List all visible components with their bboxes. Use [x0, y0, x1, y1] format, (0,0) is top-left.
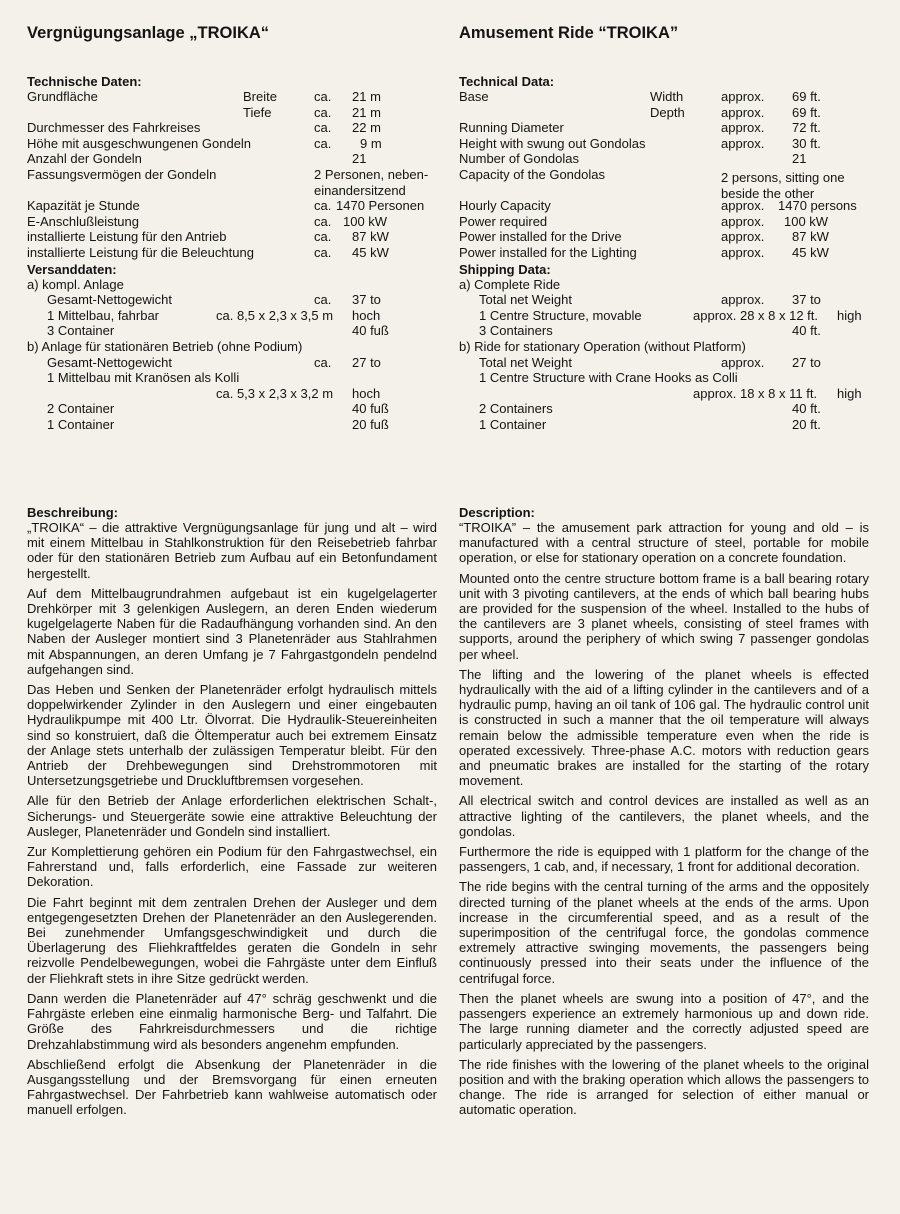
spec-qualifier: approx.	[721, 89, 765, 104]
shipping-qualifier: approx. 18 x 8 x 11 ft.	[693, 385, 818, 401]
shipping-row	[459, 355, 869, 371]
shipping-label: 3 Containers	[479, 323, 553, 339]
shipping-row	[459, 386, 869, 402]
spec-value: 2 Personen, neben-einandersitzend	[314, 166, 429, 198]
spec-qualifier: ca.	[314, 89, 332, 104]
technical-data-german	[27, 75, 437, 432]
shipping-qualifier: ca.	[314, 354, 332, 370]
spec-label: Höhe mit ausgeschwungenen Gondeln	[27, 135, 252, 151]
description-heading: Description:	[459, 505, 535, 520]
shipping-qualifier: ca.	[314, 292, 332, 308]
description-paragraph: Then the planet wheels are swung into a position of 47°, and the passengers experience an extremely harmonious up and down ride. The large running diameter and the correctly adjusted speed are particularly appreciated by the passengers.	[459, 990, 869, 1052]
description-paragraph: The ride finishes with the lowering of the planet wheels to the original position and with the braking operation which allows the passengers to change. The ride is arranged for selection of either manual or automatic operation.	[459, 1056, 869, 1118]
shipping-row	[27, 339, 437, 355]
shipping-value: hoch	[352, 307, 381, 323]
spec-value: 72 ft.	[792, 120, 821, 136]
shipping-label: Total net Weight	[479, 292, 572, 308]
spec-row	[27, 89, 437, 105]
spec-label: Hourly Capacity	[459, 198, 551, 214]
description-english	[459, 506, 869, 1123]
spec-label: Height with swung out Gondolas	[459, 135, 646, 151]
shipping-data-heading: Shipping Data:	[459, 261, 551, 277]
spec-label: Number of Gondolas	[459, 151, 579, 167]
spec-row	[459, 120, 869, 136]
shipping-value: 27 to	[792, 354, 821, 370]
shipping-label: Gesamt-Nettogewicht	[47, 354, 172, 370]
spec-qualifier: approx.	[721, 135, 765, 151]
spec-row	[27, 105, 437, 121]
shipping-row	[459, 339, 869, 355]
spec-value: 69 ft.	[792, 104, 821, 120]
shipping-value: 20 fuß	[352, 416, 389, 432]
spec-qualifier: approx.	[721, 120, 765, 136]
technical-data-english	[459, 75, 869, 432]
spec-value: 100 kW	[343, 213, 388, 229]
description-paragraph: Furthermore the ride is equipped with 1 platform for the change of the passengers, 1 cab, and, if necessary, 1 front for additional decoration.	[459, 844, 869, 875]
shipping-label: 1 Mittelbau, fahrbar	[47, 307, 160, 323]
spec-value: 21	[352, 151, 367, 167]
shipping-row	[27, 401, 437, 417]
shipping-value: hoch	[352, 385, 381, 401]
description-paragraph: Zur Komplettierung gehören ein Podium für den Fahrgastwechsel, ein Fahrerstand und, falls erforderlich, eine Fassade zur weiteren Dekoration.	[27, 844, 437, 890]
spec-sublabel: Depth	[650, 104, 685, 120]
shipping-row	[27, 370, 437, 386]
spec-label: Durchmesser des Fahrkreises	[27, 120, 201, 136]
shipping-label: Gesamt-Nettogewicht	[47, 292, 172, 308]
shipping-value: 27 to	[352, 354, 381, 370]
shipping-value: high	[837, 307, 862, 323]
technical-data-heading: Technical Data:	[459, 74, 555, 89]
shipping-label: 3 Container	[47, 323, 115, 339]
description-paragraph: „TROIKA“ – die attraktive Vergnügungsanlage für jung und alt – wird mit einem Mittelbau in Stahlkonstruktion für den Reisebetrieb fahrbar oder für den stationären Betrieb zum Aufbau auf ein Betonfundament hergestellt.	[27, 520, 437, 581]
spec-value: 87 kW	[792, 229, 829, 245]
spec-qualifier: ca.	[314, 135, 332, 151]
spec-label: Fassungsvermögen der Gondeln	[27, 166, 217, 182]
shipping-label: a) Complete Ride	[459, 276, 561, 292]
spec-value: 45 kW	[792, 244, 829, 260]
spec-label: Base	[459, 89, 489, 104]
shipping-value: high	[837, 385, 862, 401]
spec-qualifier: ca.	[314, 229, 332, 245]
description-paragraph: Dann werden die Planetenräder auf 47° schräg geschwenkt und die Fahrgäste erleben eine einmalig harmonische Berg- und Talfahrt. Die Größe des Fahrkreisdurchmessers und die richtige Drehzahlabstimmung wird als besonders angenehm empfunden.	[27, 990, 437, 1052]
spec-qualifier: approx.	[721, 229, 765, 245]
shipping-row	[27, 292, 437, 308]
shipping-row	[459, 277, 869, 293]
spec-qualifier: ca.	[314, 213, 332, 229]
shipping-label: 1 Container	[47, 416, 115, 432]
description-paragraph: Das Heben und Senken der Planetenräder erfolgt hydraulisch mittels doppelwirkender Zylinder in den Auslegern und einer eingebauten Hydraulikpumpe mit 400 Ltr. Ölvorrat. Die Hydraulik-Steuereinheiten sind so konstruiert, daß die Öltemperatur auch bei extremem Einsatz der Anlage stets unterhalb der zulässigen Temperatur bleibt. Für den Antrieb der Drehbewegungen sind Drehstrommotoren mit Untersetzungsgetriebe und Druckluftbremsen vorgesehen.	[27, 682, 437, 789]
spec-row	[459, 214, 869, 230]
spec-value: 45 kW	[352, 244, 389, 260]
spec-row	[27, 229, 437, 245]
shipping-label: 1 Container	[479, 416, 547, 432]
shipping-row	[27, 308, 437, 324]
shipping-label: 2 Container	[47, 401, 115, 417]
spec-row	[459, 136, 869, 152]
spec-row	[27, 167, 437, 198]
description-paragraph: The lifting and the lowering of the planet wheels is effected hydraulically with the aid of a lifting cylinder in the cantilevers and of a hydraulic pump, having an oil tank of 106 gal. The hydraulic control unit is constructed in such a manner that the oil temperature will always remain below the admissible temperature even when the ride is operated excessively. Three-phase A.C. motors with reduction gears and pneumatic brakes are installed for the starting of the rotary movement.	[459, 666, 869, 789]
spec-qualifier: ca.	[314, 244, 332, 260]
shipping-row	[27, 355, 437, 371]
description-paragraph: Die Fahrt beginnt mit dem zentralen Drehen der Ausleger und dem entgegengesetzten Drehen der Planetenräder an den Auslegerenden. Bei zunehmender Umfangsgeschwindigkeit und durch die Überlagerung des Fliehkraftfeldes geraten die Gondeln in sehr reizvolle Pendelbewegungen, wobei die Fahrgäste unter dem Einfluß der Fliehkraft stets in ihre Sitze gedrückt werden.	[27, 894, 437, 986]
spec-qualifier: approx.	[721, 213, 765, 229]
spec-row	[459, 151, 869, 167]
spec-value: 21 m	[352, 104, 381, 120]
description-paragraph: Mounted onto the centre structure bottom frame is a ball bearing rotary unit with 3 pivoting cantilevers, at the ends of which ball bearing hubs are provided for the suspension of the wheel. Installed to the hubs of the cantilevers are 3 planet wheels, consisting of steel frames with supports, around the periphery of which swing 7 passenger gondolas per wheel.	[459, 570, 869, 662]
spec-value: 69 ft.	[792, 89, 821, 104]
description-heading: Beschreibung:	[27, 505, 119, 520]
page-title-german: Vergnügungsanlage „TROIKA“	[27, 24, 270, 42]
spec-row	[459, 105, 869, 121]
shipping-label: 1 Mittelbau mit Kranösen als Kolli	[47, 370, 240, 386]
spec-label: E-Anschlußleistung	[27, 213, 139, 229]
shipping-row	[459, 401, 869, 417]
shipping-value: 20 ft.	[792, 416, 821, 432]
shipping-qualifier: ca. 8,5 x 2,3 x 3,5 m	[216, 307, 334, 323]
technical-data-heading: Technische Daten:	[27, 74, 142, 89]
spec-sublabel: Width	[650, 89, 684, 104]
spec-row	[27, 120, 437, 136]
shipping-qualifier: approx.	[721, 292, 765, 308]
shipping-qualifier: approx. 28 x 8 x 12 ft.	[693, 307, 819, 323]
shipping-row	[27, 386, 437, 402]
shipping-label: 1 Centre Structure with Crane Hooks as Colli	[479, 370, 738, 386]
spec-label: Power required	[459, 213, 548, 229]
spec-qualifier: approx.	[721, 198, 765, 214]
spec-value: 2 persons, sitting one beside the other	[721, 169, 845, 201]
spec-row	[27, 245, 437, 261]
spec-value: 87 kW	[352, 229, 389, 245]
spec-label: installierte Leistung für die Beleuchtung	[27, 244, 254, 260]
spec-qualifier: ca.	[314, 198, 332, 214]
spec-label: Power installed for the Lighting	[459, 244, 637, 260]
spec-row	[459, 245, 869, 261]
spec-value: 1470 Personen	[336, 198, 425, 214]
shipping-value: 40 ft.	[792, 323, 821, 339]
spec-label: Grundfläche	[27, 89, 98, 104]
spec-row	[459, 198, 869, 214]
shipping-row	[27, 323, 437, 339]
spec-label: Kapazität je Stunde	[27, 198, 140, 214]
shipping-label: 1 Centre Structure, movable	[479, 307, 642, 323]
shipping-row	[27, 417, 437, 433]
shipping-qualifier: ca. 5,3 x 2,3 x 3,2 m	[216, 385, 334, 401]
spec-qualifier: approx.	[721, 244, 765, 260]
description-paragraph: All electrical switch and control devices are installed as well as an attractive lighting of the cantilevers, the planet wheels, and the gondolas.	[459, 793, 869, 839]
shipping-row	[459, 370, 869, 386]
spec-value: 9 m	[360, 135, 382, 151]
shipping-label: a) kompl. Anlage	[27, 276, 124, 292]
spec-row	[459, 166, 869, 201]
description-paragraph: “TROIKA” – the amusement park attraction for young and old – is manufactured with a central structure of steel, portable for mobile operation, or else for stationary operation on a concrete foundation.	[459, 520, 869, 566]
description-paragraph: Alle für den Betrieb der Anlage erforderlichen elektrischen Schalt-, Sicherungs- und Steuergeräte sowie eine attraktive Beleuchtung der Ausleger, Planetenräder und Gondeln sind installiert.	[27, 793, 437, 839]
page-title-english: Amusement Ride “TROIKA”	[459, 24, 679, 42]
shipping-row	[459, 292, 869, 308]
spec-label: Capacity of the Gondolas	[459, 166, 605, 182]
shipping-label: b) Anlage für stationären Betrieb (ohne Podium)	[27, 338, 303, 354]
shipping-row	[459, 323, 869, 339]
shipping-value: 37 to	[352, 292, 381, 308]
spec-value: 1470 persons	[778, 198, 857, 214]
spec-qualifier: ca.	[314, 104, 332, 120]
shipping-value: 40 fuß	[352, 323, 389, 339]
spec-value: 22 m	[352, 120, 381, 136]
description-paragraph: The ride begins with the central turning of the arms and the oppositely directed turning of the planet wheels at the ends of the arms. Upon increase in the circumferential speed, and as a result of the superimposition of the centrifugal force, the gondolas commence extremely attractive swinging movements, the passengers being continuously pressed into their seats under the influence of the centrifugal force.	[459, 879, 869, 986]
spec-qualifier: approx.	[721, 104, 765, 120]
shipping-label: Total net Weight	[479, 354, 572, 370]
spec-label: installierte Leistung für den Antrieb	[27, 229, 227, 245]
spec-qualifier: ca.	[314, 120, 332, 136]
description-paragraph: Abschließend erfolgt die Absenkung der Planetenräder in die Ausgangsstellung und der Bremsvorgang für einen erneuten Fahrgastwechsel. Der Fahrbetrieb kann wahlweise automatisch oder manuell erfolgen.	[27, 1056, 437, 1118]
shipping-value: 40 ft.	[792, 401, 821, 417]
spec-row	[459, 89, 869, 105]
shipping-label: 2 Containers	[479, 401, 553, 417]
spec-label: Anzahl der Gondeln	[27, 151, 142, 167]
spec-row	[27, 214, 437, 230]
spec-value: 21 m	[352, 89, 381, 104]
spec-label: Running Diameter	[459, 120, 564, 136]
spec-row	[459, 229, 869, 245]
description-paragraph: Auf dem Mittelbaugrundrahmen aufgebaut ist ein kugelgelagerter Drehkörper mit 3 gelenkigen Auslegern, an deren Enden wiederum kugelgelagerte Naben für die Radaufhängung vorhanden sind. An den Naben der Ausleger montiert sind 3 Planetenräder aus Stahlrahmen mit Abspannungen, an deren Umfang je 7 Fahrgastgondeln pendelnd aufgehangen sind.	[27, 585, 437, 677]
spec-value: 100 kW	[784, 213, 829, 229]
shipping-value: 40 fuß	[352, 401, 389, 417]
spec-sublabel: Tiefe	[243, 104, 272, 120]
shipping-qualifier: approx.	[721, 354, 765, 370]
spec-label: Power installed for the Drive	[459, 229, 622, 245]
spec-row	[27, 198, 437, 214]
shipping-row	[459, 308, 869, 324]
shipping-data-heading: Versanddaten:	[27, 261, 117, 277]
spec-value: 21	[792, 151, 807, 167]
spec-value: 30 ft.	[792, 135, 821, 151]
spec-sublabel: Breite	[243, 89, 277, 104]
shipping-label: b) Ride for stationary Operation (without Platform)	[459, 338, 746, 354]
shipping-row	[459, 417, 869, 433]
spec-row	[27, 136, 437, 152]
spec-row	[27, 151, 437, 167]
shipping-row	[27, 277, 437, 293]
description-german	[27, 506, 437, 1123]
shipping-value: 37 to	[792, 292, 821, 308]
